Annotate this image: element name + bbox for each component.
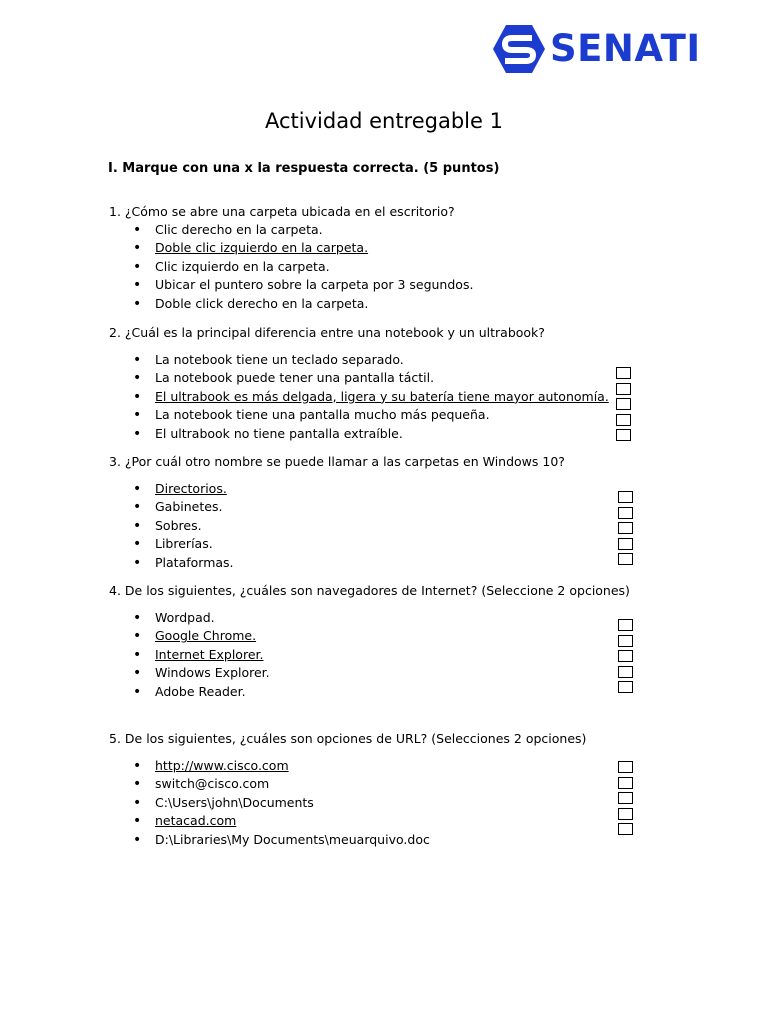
answer-option-text: Doble clic izquierdo en la carpeta. [155, 240, 369, 256]
senati-emblem-icon [492, 24, 546, 74]
question-1 [109, 204, 455, 219]
answer-checkbox[interactable] [618, 823, 633, 835]
answer-option [133, 812, 430, 830]
question-4-checkboxes [618, 619, 635, 697]
document-title: Actividad entregable 1 [265, 109, 503, 133]
answer-option-text: C:\Users\john\Documents [155, 794, 314, 810]
answer-option [133, 239, 473, 257]
question-1-options [133, 221, 473, 313]
question-number: 1. [109, 204, 121, 219]
answer-option-text: Directorios. [155, 481, 227, 496]
question-3-checkboxes [618, 491, 635, 569]
question-4-options [133, 609, 270, 701]
answer-checkbox[interactable] [618, 635, 633, 647]
question-5 [109, 731, 586, 746]
answer-checkbox[interactable] [616, 383, 631, 395]
question-2-checkboxes [616, 367, 633, 445]
answer-option-text: Clic derecho en la carpeta. [155, 222, 323, 237]
answer-option [133, 221, 473, 239]
answer-option-text: La notebook tiene un teclado separado. [155, 352, 404, 367]
answer-option-text: El ultrabook no tiene pantalla extraíble. [155, 425, 403, 441]
answer-option-text: D:\Libraries\My Documents\meuarquivo.doc [155, 831, 430, 847]
question-2 [109, 325, 545, 340]
answer-checkbox[interactable] [618, 553, 633, 565]
answer-option [133, 609, 270, 627]
answer-option-text: Gabinetes. [155, 499, 223, 515]
answer-option [133, 498, 234, 516]
answer-checkbox[interactable] [618, 650, 633, 662]
question-number: 2. [109, 325, 121, 340]
answer-checkbox[interactable] [618, 808, 633, 820]
answer-option-text: http://www.cisco.com [155, 758, 289, 773]
answer-option-text: Adobe Reader. [155, 683, 246, 699]
question-3-options [133, 480, 234, 572]
answer-checkbox[interactable] [616, 398, 631, 410]
answer-option [133, 627, 270, 645]
answer-option-text: Doble click derecho en la carpeta. [155, 295, 369, 311]
answer-option [133, 388, 609, 406]
answer-option-text: netacad.com [155, 813, 237, 829]
question-5-checkboxes [618, 761, 635, 839]
question-text: De los siguientes, ¿cuáles son navegadores de Internet? (Seleccione 2 opciones) [124, 583, 630, 598]
question-text: ¿Cómo se abre una carpeta ubicada en el escritorio? [124, 204, 455, 219]
answer-checkbox[interactable] [616, 414, 631, 426]
answer-option [133, 369, 609, 387]
question-number: 4. [109, 583, 121, 598]
answer-option [133, 775, 430, 793]
answer-checkbox[interactable] [618, 522, 633, 534]
answer-checkbox[interactable] [618, 491, 633, 503]
question-text: De los siguientes, ¿cuáles son opciones de URL? (Selecciones 2 opciones) [124, 731, 587, 746]
answer-checkbox[interactable] [618, 792, 633, 804]
answer-option-text: Windows Explorer. [155, 665, 270, 681]
answer-option-text: Internet Explorer. [155, 646, 264, 662]
answer-option-text: switch@cisco.com [155, 776, 270, 792]
answer-option [133, 664, 270, 682]
answer-option-text: Librerías. [155, 536, 213, 552]
answer-option [133, 757, 430, 775]
answer-checkbox[interactable] [616, 367, 631, 379]
answer-option [133, 517, 234, 535]
answer-option [133, 646, 270, 664]
answer-option [133, 351, 609, 369]
answer-option-text: Ubicar el puntero sobre la carpeta por 3 segundos. [155, 277, 474, 293]
question-3 [109, 454, 565, 469]
answer-option-text: Wordpad. [155, 610, 215, 625]
question-text: ¿Por cuál otro nombre se puede llamar a las carpetas en Windows 10? [124, 454, 565, 469]
answer-option [133, 406, 609, 424]
answer-option [133, 258, 473, 276]
answer-checkbox[interactable] [618, 666, 633, 678]
answer-checkbox[interactable] [618, 507, 633, 519]
answer-option-text: El ultrabook es más delgada, ligera y su batería tiene mayor autonomía. [155, 388, 609, 404]
answer-option-text: La notebook puede tener una pantalla táctil. [155, 370, 435, 386]
answer-option [133, 683, 270, 701]
answer-checkbox[interactable] [618, 761, 633, 773]
answer-option-text: Clic izquierdo en la carpeta. [155, 258, 330, 274]
senati-logo [492, 24, 701, 74]
instructions: I. Marque con una x la respuesta correcta. (5 puntos) [108, 161, 500, 176]
question-2-options [133, 351, 609, 443]
question-number: 3. [109, 454, 121, 469]
question-text: ¿Cuál es la principal diferencia entre una notebook y un ultrabook? [124, 325, 545, 340]
answer-checkbox[interactable] [618, 538, 633, 550]
answer-option [133, 535, 234, 553]
question-5-options [133, 757, 430, 849]
answer-option [133, 276, 473, 294]
answer-option [133, 480, 234, 498]
question-number: 5. [109, 731, 121, 746]
answer-option-text: Google Chrome. [155, 628, 257, 644]
answer-checkbox[interactable] [618, 681, 633, 693]
answer-option [133, 554, 234, 572]
answer-option [133, 295, 473, 313]
question-4 [109, 583, 630, 598]
logo-text: SENATI [550, 27, 701, 70]
answer-option [133, 794, 430, 812]
answer-option-text: Plataformas. [155, 554, 234, 570]
answer-option-text: Sobres. [155, 517, 202, 533]
answer-checkbox[interactable] [616, 429, 631, 441]
answer-option-text: La notebook tiene una pantalla mucho más pequeña. [155, 407, 490, 423]
answer-option [133, 831, 430, 849]
answer-checkbox[interactable] [618, 619, 633, 631]
answer-checkbox[interactable] [618, 777, 633, 789]
answer-option [133, 425, 609, 443]
